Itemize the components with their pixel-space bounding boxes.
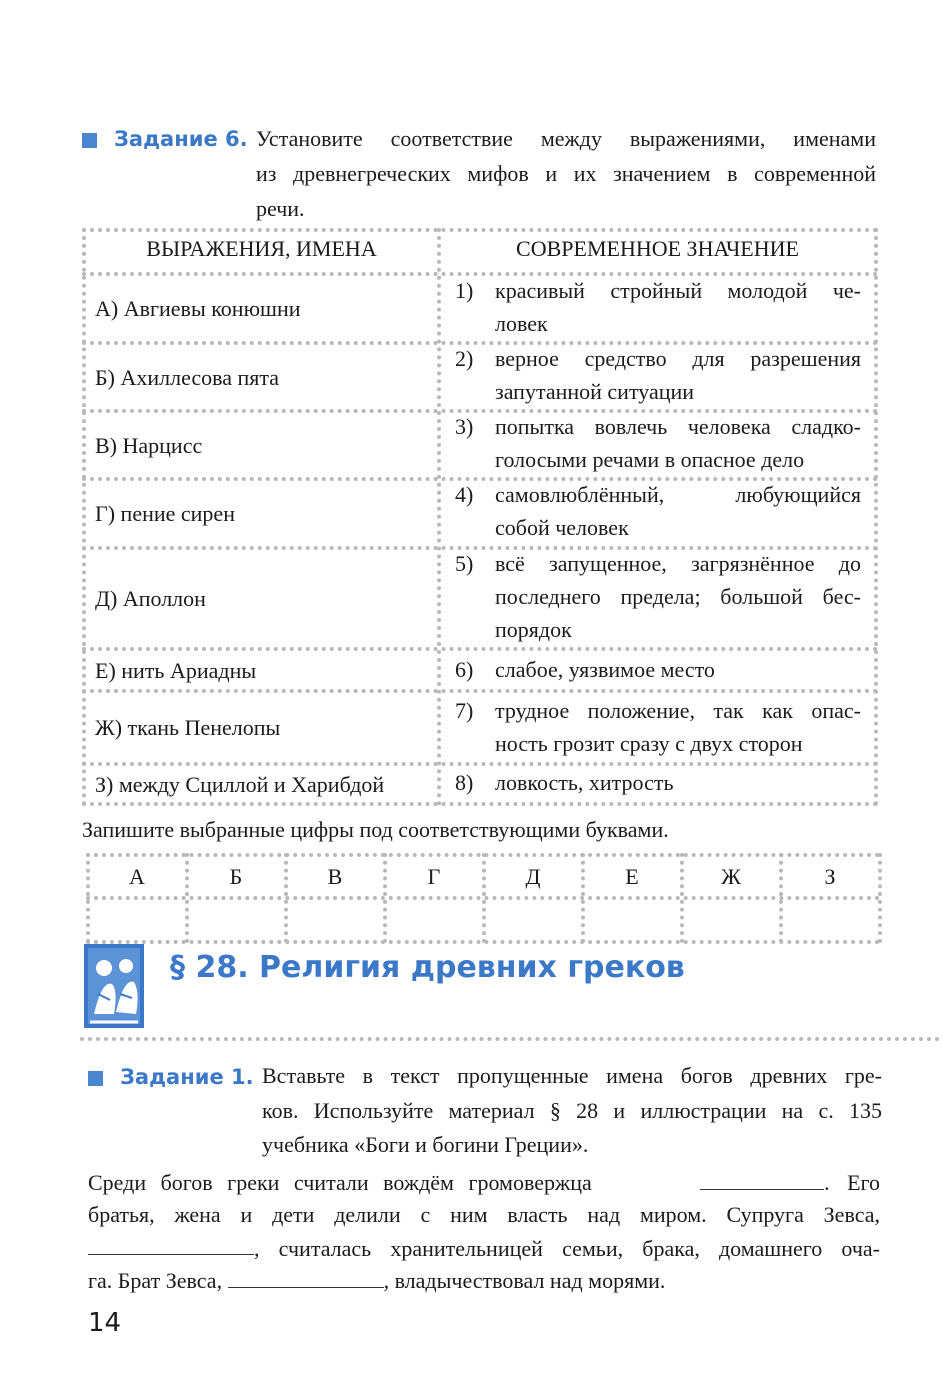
table-row-right	[455, 653, 861, 686]
table-row-right	[455, 478, 861, 544]
meaning-line: попытка вовлечь человека сладко-	[495, 414, 861, 439]
answer-cell-empty[interactable]	[88, 900, 878, 938]
task6-text-line-1: Установите соответствие между выражениями, именами	[256, 126, 876, 151]
para-text: братья, жена и дети делили с ним власть над миром. Супруга Зевса,	[88, 1202, 880, 1227]
row-number: 5)	[455, 551, 474, 576]
meaning-line: последнего предела; большой бес-	[495, 584, 861, 609]
meaning-line: ловкость, хитрость	[495, 770, 674, 795]
para-text: , владычествовал над морями.	[383, 1268, 666, 1293]
answer-letter: Ж	[721, 864, 741, 889]
table-row-left: Г) пение сирен	[95, 501, 235, 526]
table-row-left: Ж) ткань Пенелопы	[95, 715, 281, 740]
task1-text-line-1: Вставьте в текст пропущенные имена богов древних гре-	[262, 1063, 882, 1088]
meaning-line: красивый стройный молодой че-	[495, 278, 861, 303]
answer-instruction: Запишите выбранные цифры под соответствующими буквами.	[82, 817, 669, 842]
table-row-right	[455, 410, 861, 476]
answer-letter: В	[327, 864, 343, 889]
meaning-line: верное средство для разрешения	[495, 346, 861, 371]
meaning-line: порядок	[495, 617, 572, 642]
task1-text-line-3: учебника «Боги и богини Греции».	[262, 1132, 589, 1157]
meaning-line: всё запущенное, загрязнённое до	[495, 551, 861, 576]
table-header-left: ВЫРАЖЕНИЯ, ИМЕНА	[146, 236, 377, 261]
table-header-right: СОВРЕМЕННОЕ ЗНАЧЕНИЕ	[516, 236, 799, 261]
table-row-right	[455, 766, 861, 799]
para-text: , считалась хранительницей семьи, брака, домашнего оча-	[254, 1236, 880, 1261]
task-bullet	[88, 1071, 103, 1086]
meaning-line: трудное положение, так как опас-	[495, 698, 861, 723]
page-number: 14	[88, 1308, 122, 1338]
task6-label: Задание 6.	[114, 127, 248, 151]
meaning-line: слабое, уязвимое место	[495, 657, 715, 682]
para-text: . Его	[824, 1170, 880, 1195]
para-text: га. Брат Зевса,	[88, 1268, 223, 1293]
blank-field[interactable]	[228, 1265, 384, 1288]
table-row-right	[455, 274, 861, 340]
row-number: 1)	[455, 278, 474, 303]
blank-field[interactable]	[700, 1167, 824, 1190]
table-row-right	[455, 342, 861, 408]
meaning-line: ность грозит сразу с двух сторон	[495, 731, 803, 756]
row-number: 6)	[455, 657, 474, 682]
row-number: 4)	[455, 482, 474, 507]
meaning-line: запутанной ситуации	[495, 379, 695, 404]
row-number: 7)	[455, 698, 474, 723]
answer-letter: Е	[625, 864, 639, 889]
table-row-left: Д) Аполлон	[95, 586, 206, 611]
answer-letter: Г	[427, 864, 441, 889]
answer-letter: А	[129, 864, 145, 889]
table-row-right	[455, 547, 861, 646]
meaning-line: ловек	[495, 311, 548, 336]
table-row-left: Б) Ахиллесова пята	[95, 364, 280, 390]
task1-label: Задание 1.	[120, 1065, 254, 1089]
task1-text-line-2: ков. Используйте материал § 28 и иллюстрации на с. 135	[262, 1098, 882, 1123]
task6-text-line-2: из древнегреческих мифов и их значением в современной	[256, 161, 876, 186]
table-row-left: З) между Сциллой и Харибдой	[95, 771, 385, 797]
para-text: Среди богов греки считали вождём громовержца	[88, 1170, 592, 1195]
section-title: § 28. Религия древних греков	[170, 950, 685, 985]
task-bullet	[82, 133, 97, 148]
table-row-right	[455, 694, 861, 760]
table-row-left: Е) нить Ариадны	[95, 657, 257, 683]
answer-letter: З	[824, 864, 836, 889]
row-number: 2)	[455, 346, 474, 371]
answer-letter: Б	[229, 864, 243, 889]
table-row-left: В) Нарцисс	[95, 432, 203, 458]
answer-letter: Д	[525, 864, 541, 889]
meaning-line: собой человек	[495, 515, 629, 540]
meaning-line: самовлюблённый, любующийся	[495, 482, 861, 507]
meaning-line: голосыми речами в опасное дело	[495, 447, 805, 472]
table-row-left: А) Авгиевы конюшни	[95, 296, 301, 321]
section-divider	[80, 1037, 940, 1041]
gods-illustration-icon	[84, 944, 144, 1028]
row-number: 8)	[455, 770, 474, 795]
blank-field[interactable]	[88, 1232, 254, 1255]
task6-text-line-3: речи.	[256, 196, 305, 221]
row-number: 3)	[455, 414, 474, 439]
